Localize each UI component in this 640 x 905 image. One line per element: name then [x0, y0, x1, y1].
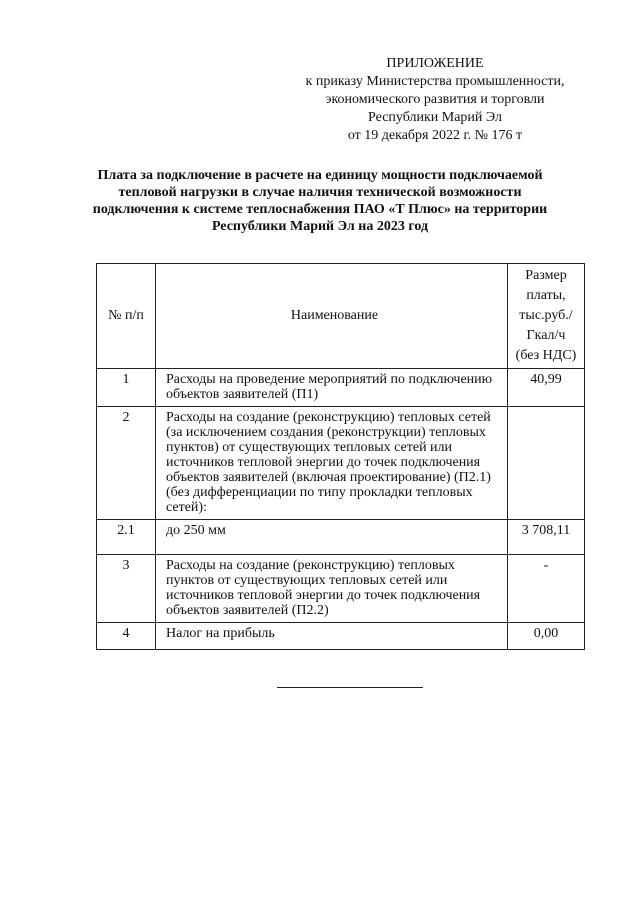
row-num: 2 [97, 407, 156, 520]
row-name: Налог на прибыль [156, 623, 508, 650]
row-num: 4 [97, 623, 156, 650]
row-num: 3 [97, 555, 156, 623]
header-value-line: Гкал/ч [526, 328, 566, 343]
table-row [97, 520, 585, 555]
table-row [97, 369, 585, 407]
row-name: Расходы на создание (реконструкцию) тепловых сетей (за исключением создания (реконструкции) тепловых пунктов) от существующих тепловых сетей или источников тепловой энергии до точек подключения объектов заявителей (включая проектирование) (П2.1) (без дифференциации по типу прокладки тепловых сетей): [156, 407, 508, 520]
header-value-line: тыс.руб./ [519, 308, 573, 323]
fees-table [96, 263, 585, 650]
appendix-line: экономического развития и торговли [325, 92, 545, 107]
appendix-line: к приказу Министерства промышленности, [305, 74, 565, 89]
closing-divider-line [277, 687, 423, 688]
appendix-line: Республики Марий Эл [368, 110, 502, 125]
table-row [97, 623, 585, 650]
header-num: № п/п [97, 264, 156, 369]
header-value-line: Размер [525, 268, 567, 283]
row-value: 3 708,11 [508, 520, 585, 555]
appendix-heading: ПРИЛОЖЕНИЕ [386, 56, 484, 71]
appendix-date: от 19 декабря 2022 г. № 176 т [347, 128, 523, 143]
row-num: 2.1 [97, 520, 156, 555]
header-value-line: (без НДС) [515, 348, 577, 363]
row-name: до 250 мм [156, 520, 508, 555]
header-name: Наименование [156, 264, 508, 369]
row-name: Расходы на создание (реконструкцию) тепловых пунктов от существующих тепловых сетей или источников тепловой энергии до точек подключения объектов заявителей (П2.2) [156, 555, 508, 623]
row-name: Расходы на проведение мероприятий по подключению объектов заявителей (П1) [156, 369, 508, 407]
row-value: - [508, 555, 585, 623]
title-line: подключения к системе теплоснабжения ПАО «Т Плюс» на территории [92, 202, 548, 217]
table-row [97, 555, 585, 623]
title-line: тепловой нагрузки в случае наличия технической возможности [118, 185, 522, 200]
document-title [60, 167, 580, 235]
row-num: 1 [97, 369, 156, 407]
appendix-block [250, 55, 620, 145]
header-value [508, 264, 585, 369]
table-header-row [97, 264, 585, 369]
header-value-line: платы, [526, 288, 566, 303]
row-value: 0,00 [508, 623, 585, 650]
title-line: Республики Марий Эл на 2023 год [211, 219, 429, 234]
title-line: Плата за подключение в расчете на единицу мощности подключаемой [97, 168, 543, 183]
table-row [97, 407, 585, 520]
row-value [508, 407, 585, 520]
row-value: 40,99 [508, 369, 585, 407]
